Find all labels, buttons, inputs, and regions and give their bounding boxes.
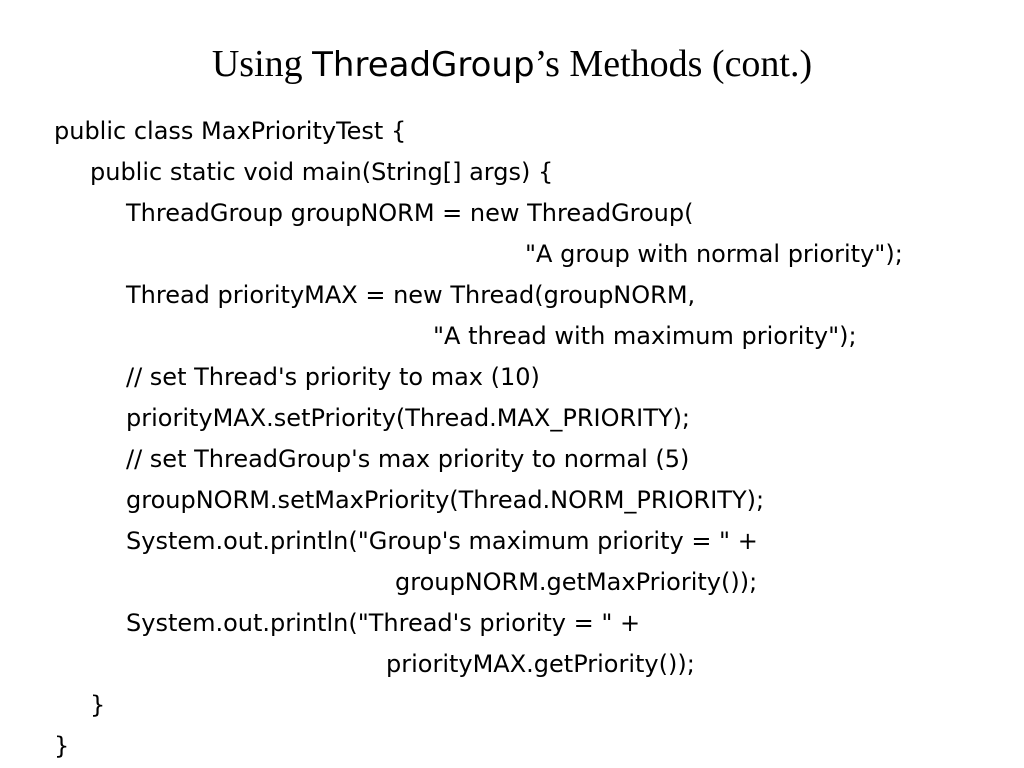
title-suffix: ’s Methods (cont.)	[534, 43, 813, 85]
code-line: ThreadGroup groupNORM = new ThreadGroup(	[126, 199, 694, 227]
code-line: priorityMAX.getPriority());	[386, 650, 695, 678]
code-line: }	[90, 691, 106, 719]
code-line: public class MaxPriorityTest {	[54, 117, 407, 145]
title-code-word: ThreadGroup	[312, 45, 535, 85]
code-line: priorityMAX.setPriority(Thread.MAX_PRIORITY);	[126, 404, 691, 432]
code-line: public static void main(String[] args) {	[90, 158, 554, 186]
code-line: "A thread with maximum priority");	[433, 322, 857, 350]
code-line: groupNORM.setMaxPriority(Thread.NORM_PRIORITY);	[126, 486, 765, 514]
code-line: System.out.println("Group's maximum priority = " +	[126, 527, 758, 555]
title-prefix: Using	[211, 43, 313, 85]
code-line: }	[54, 732, 70, 760]
code-line: // set Thread's priority to max (10)	[126, 363, 540, 391]
code-line: Thread priorityMAX = new Thread(groupNORM,	[126, 281, 696, 309]
code-line: System.out.println("Thread's priority = " +	[126, 609, 641, 637]
code-line: // set ThreadGroup's max priority to normal (5)	[126, 445, 690, 473]
code-line: groupNORM.getMaxPriority());	[395, 568, 758, 596]
code-line: "A group with normal priority");	[525, 240, 903, 268]
